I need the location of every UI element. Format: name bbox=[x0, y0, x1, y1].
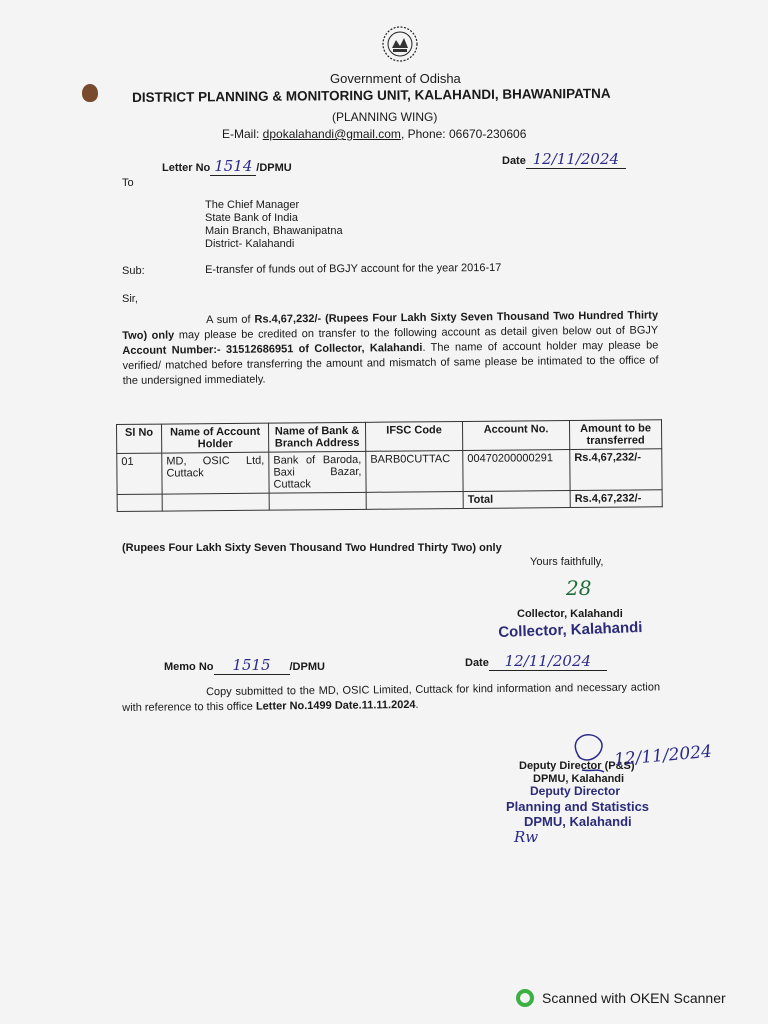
memo-date-value: 12/11/2024 bbox=[489, 652, 607, 671]
deputy-stamp-title: Deputy Director bbox=[530, 784, 621, 798]
cell-account: 00470200000291 bbox=[463, 450, 570, 492]
scanner-text: Scanned with OKEN Scanner bbox=[542, 990, 726, 1006]
wing-title: (PLANNING WING) bbox=[332, 110, 438, 124]
deputy-stamp-unit: Planning and Statistics bbox=[506, 799, 650, 814]
email-link[interactable]: dpokalahandi@gmail.com bbox=[262, 127, 401, 141]
cell-empty bbox=[366, 491, 463, 509]
office-title: DISTRICT PLANNING & MONITORING UNIT, KALAHANDI, BHAWANIPATNA bbox=[132, 85, 611, 105]
col-amount: Amount to be transferred bbox=[569, 420, 661, 450]
recipient-line: District- Kalahandi bbox=[205, 238, 295, 250]
copy-paragraph bbox=[122, 680, 660, 716]
scanner-logo-icon bbox=[516, 989, 534, 1007]
body-text: may please be credited on transfer to the following account as detail given below out of BGJY bbox=[174, 324, 659, 342]
cell-holder: MD, OSIC Ltd, Cuttack bbox=[162, 452, 269, 494]
phone-text: , Phone: 06670-230606 bbox=[400, 127, 527, 141]
deputy-stamp-office: DPMU, Kalahandi bbox=[524, 814, 632, 829]
email-label: E-Mail: bbox=[222, 127, 263, 141]
odisha-emblem-icon bbox=[380, 24, 420, 64]
memo-number-value: 1515 bbox=[214, 656, 290, 675]
col-sl-no: Sl No bbox=[117, 424, 162, 453]
cell-sl: 01 bbox=[117, 453, 162, 494]
recipient-address bbox=[205, 199, 343, 251]
deputy-sign-date: 12/11/2024 bbox=[613, 741, 713, 771]
memo-number-line bbox=[164, 656, 325, 675]
subject-label: Sub: bbox=[122, 265, 145, 277]
cell-amount: Rs.4,67,232/- bbox=[570, 449, 662, 491]
letter-number-suffix: /DPMU bbox=[256, 162, 292, 174]
copy-letter-ref: Letter No.1499 Date.11.11.2024 bbox=[255, 698, 416, 713]
government-title: Government of Odisha bbox=[330, 71, 461, 86]
memo-number-suffix: /DPMU bbox=[289, 661, 325, 673]
collector-stamp: Collector, Kalahandi bbox=[498, 618, 643, 641]
table-total-row bbox=[117, 490, 662, 512]
cell-empty bbox=[117, 494, 162, 511]
body-amount: Rs.4,67,232/- (Rupees Four Lakh Sixty Seven Thousand Two Hundred Thirty Two) only bbox=[122, 309, 659, 342]
closing-text: Yours faithfully, bbox=[530, 556, 604, 568]
col-account-holder: Name of Account Holder bbox=[162, 423, 269, 453]
memo-date-label: Date bbox=[465, 657, 489, 669]
cell-bank: Bank of Baroda, Baxi Bazar, Cuttack bbox=[269, 451, 366, 493]
to-label: To bbox=[122, 177, 134, 189]
contact-line bbox=[222, 127, 526, 141]
memo-date-line bbox=[465, 652, 607, 671]
deputy-title: Deputy Director (P&S) bbox=[519, 760, 635, 772]
body-account: Account Number:- 31512686951 of Collector, Kalahandi bbox=[122, 341, 423, 357]
stain-mark bbox=[82, 84, 98, 102]
table-row bbox=[117, 449, 662, 495]
deputy-initials: Rw bbox=[514, 828, 539, 846]
letter-number-value: 1514 bbox=[210, 157, 256, 176]
table-header-row bbox=[117, 420, 662, 454]
deputy-office: DPMU, Kalahandi bbox=[533, 773, 625, 785]
letter-date-value: 12/11/2024 bbox=[526, 150, 626, 169]
col-ifsc: IFSC Code bbox=[365, 421, 462, 451]
copy-text: . bbox=[415, 698, 419, 711]
cell-empty bbox=[269, 492, 366, 510]
letter-date-line bbox=[502, 150, 626, 169]
cell-ifsc: BARB0CUTTAC bbox=[366, 450, 463, 492]
letter-number-line bbox=[162, 157, 292, 176]
collector-initials: 28 bbox=[566, 576, 592, 600]
scanner-watermark bbox=[516, 989, 726, 1007]
col-account-no: Account No. bbox=[462, 421, 569, 451]
cell-empty bbox=[162, 493, 269, 511]
body-text: A sum of bbox=[206, 313, 255, 327]
total-label: Total bbox=[463, 491, 570, 509]
amount-in-words: (Rupees Four Lakh Sixty Seven Thousand Two Hundred Thirty Two) only bbox=[122, 542, 502, 554]
copy-text: Copy submitted to the MD, OSIC Limited, Cuttack for kind information and necessary action with reference to this office bbox=[122, 681, 661, 714]
letter-date-label: Date bbox=[502, 155, 526, 167]
collector-title: Collector, Kalahandi bbox=[517, 608, 623, 620]
body-paragraph bbox=[122, 308, 659, 389]
total-amount: Rs.4,67,232/- bbox=[570, 490, 662, 508]
body-text: . The name of account holder may please be verified/ matched before transferring the amount and mismatch of same please be intimated to the office of the undersigned immediately. bbox=[122, 339, 659, 387]
recipient-line: The Chief Manager bbox=[205, 199, 300, 211]
recipient-line: State Bank of India bbox=[205, 212, 298, 224]
transfer-table bbox=[116, 419, 663, 512]
recipient-line: Main Branch, Bhawanipatna bbox=[205, 225, 343, 237]
salutation: Sir, bbox=[122, 293, 138, 305]
memo-number-label: Memo No bbox=[164, 661, 214, 673]
subject-text: E-transfer of funds out of BGJY account for the year 2016-17 bbox=[205, 261, 502, 276]
letter-number-label: Letter No bbox=[162, 162, 211, 174]
col-bank-address: Name of Bank & Branch Address bbox=[268, 422, 365, 452]
